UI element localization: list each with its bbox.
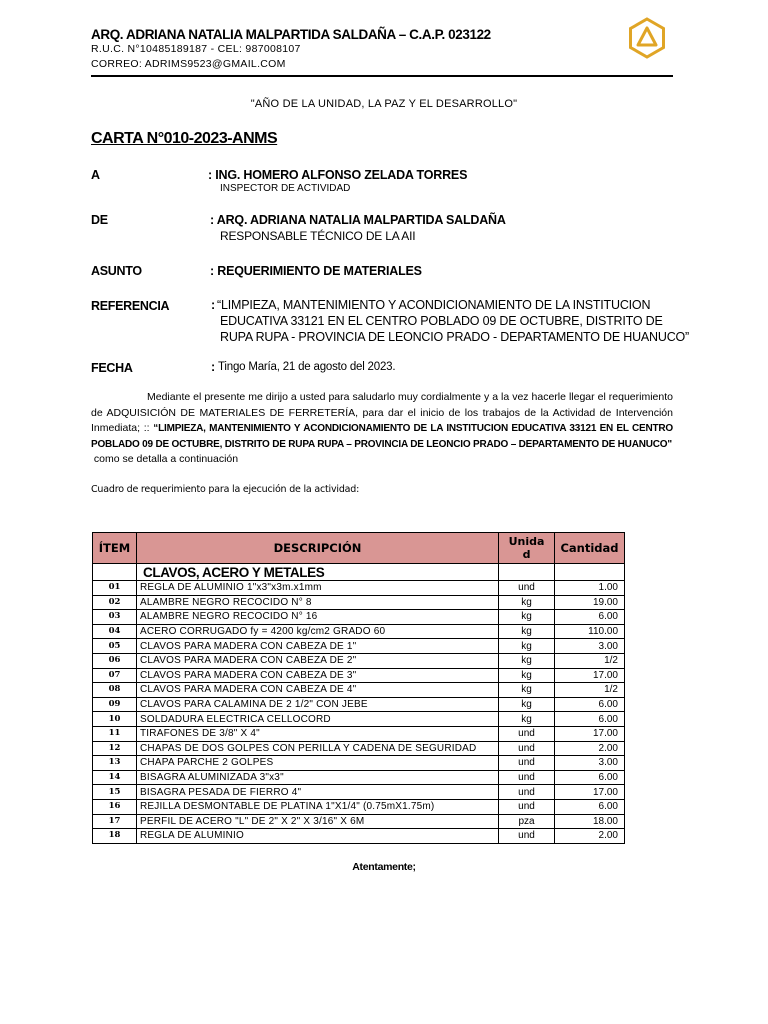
- to-role: INSPECTOR DE ACTIVIDAD: [220, 183, 351, 194]
- row-unit: und: [499, 726, 555, 741]
- row-item: 17: [93, 814, 137, 829]
- row-description: CLAVOS PARA MADERA CON CABEZA DE 3": [137, 668, 499, 683]
- row-unit: kg: [499, 639, 555, 654]
- row-unit: und: [499, 581, 555, 596]
- table-row: [93, 770, 625, 785]
- row-description: ACERO CORRUGADO fy = 4200 kg/cm2 GRADO 60: [137, 624, 499, 639]
- row-item: 13: [93, 756, 137, 771]
- requirements-table: [92, 532, 625, 844]
- table-row: [93, 653, 625, 668]
- header-rule: [91, 75, 673, 77]
- header-item: ÍTEM: [93, 533, 137, 564]
- body-project-name: “LIMPIEZA, MANTENIMIENTO Y ACONDICIONAMIENTO DE LA INSTITUCION EDUCATIVA 33121 EN EL CENTRO POBLADO 09 DE OCTUBRE, DISTRITO DE RUPA RUPA – PROVINCIA DE LEONCIO PRADO – DEPARTAMENTO DE HUANUCO": [91, 423, 674, 450]
- row-unit: kg: [499, 697, 555, 712]
- row-item: 16: [93, 799, 137, 814]
- year-motto: "AÑO DE LA UNIDAD, LA PAZ Y EL DESARROLLO": [250, 98, 518, 110]
- row-quantity: 18.00: [555, 814, 625, 829]
- row-item: 15: [93, 785, 137, 800]
- table-row: [93, 624, 625, 639]
- table-row: [93, 799, 625, 814]
- row-description: CLAVOS PARA MADERA CON CABEZA DE 1": [137, 639, 499, 654]
- row-unit: kg: [499, 712, 555, 727]
- from-value: : ARQ. ADRIANA NATALIA MALPARTIDA SALDAÑA: [210, 213, 506, 227]
- table-caption: Cuadro de requerimiento para la ejecución de la actividad:: [91, 484, 360, 495]
- date-colon: :: [211, 360, 215, 374]
- row-quantity: 17.00: [555, 726, 625, 741]
- row-unit: und: [499, 785, 555, 800]
- body-text-1: Mediante el presente me dirijo a usted para saludarlo muy cordialmente y a la vez hacerle llegar el requerimiento de ADQUISICIÓN DE MATERIALES DE FERRETERÍA, para dar el inicio de los trabajos de la Actividad de Intervención Inmediata; ::: [91, 391, 673, 434]
- row-quantity: 6.00: [555, 610, 625, 625]
- email: CORREO: ADRIMS9523@GMAIL.COM: [91, 58, 286, 70]
- to-label: A: [91, 168, 100, 182]
- table-row: [93, 785, 625, 800]
- row-item: 11: [93, 726, 137, 741]
- row-unit: und: [499, 756, 555, 771]
- letter-number: CARTA N°010-2023-ANMS: [91, 130, 278, 147]
- ruc-phone: R.U.C. N°10485189187 - CEL: 987008107: [91, 43, 301, 55]
- row-quantity: 19.00: [555, 595, 625, 610]
- row-unit: kg: [499, 595, 555, 610]
- table-row: [93, 668, 625, 683]
- row-description: CHAPA PARCHE 2 GOLPES: [137, 756, 499, 771]
- category-row: [93, 564, 625, 581]
- row-quantity: 3.00: [555, 639, 625, 654]
- table-row: [93, 610, 625, 625]
- table-row: [93, 683, 625, 698]
- row-unit: und: [499, 799, 555, 814]
- table-row: [93, 814, 625, 829]
- row-description: BISAGRA ALUMINIZADA 3"x3": [137, 770, 499, 785]
- row-unit: kg: [499, 668, 555, 683]
- row-quantity: 6.00: [555, 712, 625, 727]
- from-label: DE: [91, 213, 108, 227]
- row-description: BISAGRA PESADA DE FIERRO 4": [137, 785, 499, 800]
- row-item: 05: [93, 639, 137, 654]
- date-label: FECHA: [91, 361, 133, 375]
- row-unit: und: [499, 741, 555, 756]
- from-role: RESPONSABLE TÉCNICO DE LA AII: [220, 229, 416, 243]
- row-item: 09: [93, 697, 137, 712]
- author-name: ARQ. ADRIANA NATALIA MALPARTIDA SALDAÑA – C.A.P. 023122: [91, 27, 491, 42]
- category-label: CLAVOS, ACERO Y METALES: [137, 564, 499, 581]
- header-quantity: Cantidad: [555, 533, 625, 564]
- row-quantity: 110.00: [555, 624, 625, 639]
- row-quantity: 2.00: [555, 829, 625, 844]
- header-unit: Unida d: [499, 533, 555, 564]
- subject-label: ASUNTO: [91, 264, 142, 278]
- row-item: 12: [93, 741, 137, 756]
- row-unit: und: [499, 829, 555, 844]
- row-quantity: 1/2: [555, 683, 625, 698]
- row-description: TIRAFONES DE 3/8" X 4": [137, 726, 499, 741]
- date-value: Tingo María, 21 de agosto del 2023.: [218, 361, 396, 373]
- reference-line-3: RUPA RUPA - PROVINCIA DE LEONCIO PRADO - DEPARTAMENTO DE HUANUCO”: [220, 330, 690, 344]
- subject-value: : REQUERIMIENTO DE MATERIALES: [210, 264, 422, 278]
- reference-label: REFERENCIA: [91, 299, 170, 313]
- row-description: REGLA DE ALUMINIO 1"x3"x3m.x1mm: [137, 581, 499, 596]
- row-unit: kg: [499, 683, 555, 698]
- row-description: CLAVOS PARA MADERA CON CABEZA DE 4": [137, 683, 499, 698]
- hexagon-triangle-logo-icon: [625, 16, 669, 60]
- row-unit: pza: [499, 814, 555, 829]
- row-description: PERFIL DE ACERO "L" DE 2" X 2" X 3/16" X 6M: [137, 814, 499, 829]
- row-quantity: 1.00: [555, 581, 625, 596]
- row-quantity: 2.00: [555, 741, 625, 756]
- row-quantity: 6.00: [555, 799, 625, 814]
- row-item: 10: [93, 712, 137, 727]
- table-row: [93, 712, 625, 727]
- row-item: 01: [93, 581, 137, 596]
- row-quantity: 6.00: [555, 770, 625, 785]
- row-unit: und: [499, 770, 555, 785]
- row-description: REGLA DE ALUMINIO: [137, 829, 499, 844]
- row-description: ALAMBRE NEGRO RECOCIDO N° 16: [137, 610, 499, 625]
- row-item: 07: [93, 668, 137, 683]
- row-item: 14: [93, 770, 137, 785]
- table-row: [93, 829, 625, 844]
- row-item: 03: [93, 610, 137, 625]
- row-quantity: 17.00: [555, 668, 625, 683]
- row-unit: kg: [499, 610, 555, 625]
- table-header-row: [93, 533, 625, 564]
- reference-line-1: “LIMPIEZA, MANTENIMIENTO Y ACONDICIONAMIENTO DE LA INSTITUCION: [217, 298, 651, 312]
- row-item: 02: [93, 595, 137, 610]
- table-row: [93, 726, 625, 741]
- closing: Atentamente;: [352, 861, 416, 873]
- row-description: ALAMBRE NEGRO RECOCIDO N° 8: [137, 595, 499, 610]
- header-description: DESCRIPCIÓN: [137, 533, 499, 564]
- table-row: [93, 741, 625, 756]
- row-item: 08: [93, 683, 137, 698]
- table-row: [93, 639, 625, 654]
- row-item: 06: [93, 653, 137, 668]
- row-quantity: 1/2: [555, 653, 625, 668]
- reference-line-2: EDUCATIVA 33121 EN EL CENTRO POBLADO 09 DE OCTUBRE, DISTRITO DE: [220, 314, 663, 328]
- row-description: CLAVOS PARA MADERA CON CABEZA DE 2": [137, 653, 499, 668]
- row-unit: kg: [499, 653, 555, 668]
- row-item: 18: [93, 829, 137, 844]
- row-quantity: 3.00: [555, 756, 625, 771]
- row-item: 04: [93, 624, 137, 639]
- reference-colon: :: [211, 298, 215, 312]
- to-value: : ING. HOMERO ALFONSO ZELADA TORRES: [208, 168, 468, 182]
- table-row: [93, 581, 625, 596]
- table-row: [93, 697, 625, 712]
- table-row: [93, 756, 625, 771]
- row-description: CHAPAS DE DOS GOLPES CON PERILLA Y CADENA DE SEGURIDAD: [137, 741, 499, 756]
- body-paragraph: [91, 390, 673, 468]
- body-text-2: como se detalla a continuación: [93, 453, 239, 465]
- row-quantity: 17.00: [555, 785, 625, 800]
- table-row: [93, 595, 625, 610]
- row-description: SOLDADURA ELECTRICA CELLOCORD: [137, 712, 499, 727]
- row-description: CLAVOS PARA CALAMINA DE 2 1/2" CON JEBE: [137, 697, 499, 712]
- row-description: REJILLA DESMONTABLE DE PLATINA 1"X1/4" (0.75mX1.75m): [137, 799, 499, 814]
- row-unit: kg: [499, 624, 555, 639]
- row-quantity: 6.00: [555, 697, 625, 712]
